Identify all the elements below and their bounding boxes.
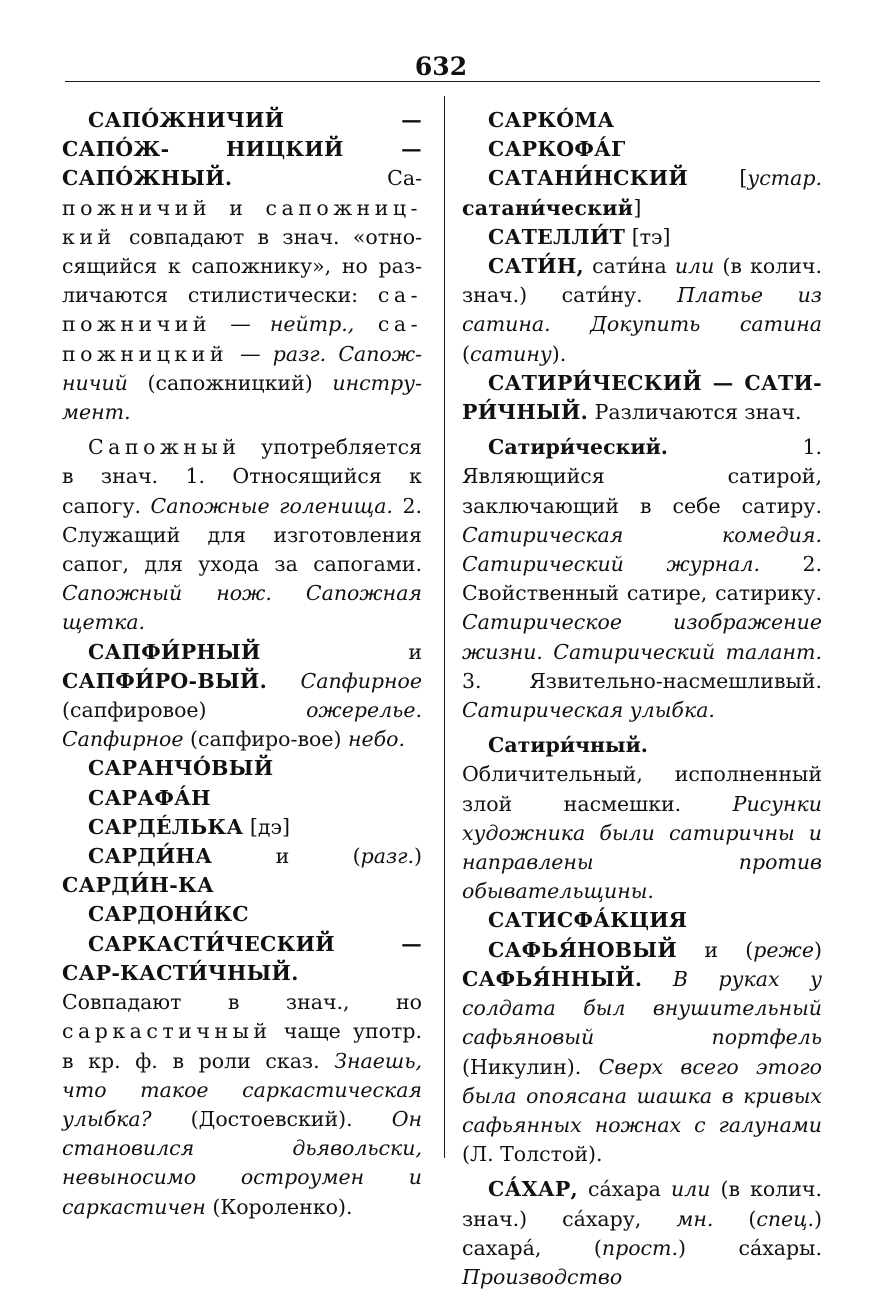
entry-text: 2. Свойственный сатире, сатирику. [462, 552, 822, 606]
entry-satellit [462, 223, 822, 252]
entry-text: (сапожницкий) [127, 370, 333, 395]
spaced-word: кий [62, 224, 116, 249]
headword: САТИСФА́КЦИЯ [488, 908, 688, 933]
example: Платье из сатина. Докупить сатина [462, 283, 822, 337]
entry-saranchovyy [62, 754, 422, 783]
entry-sardelka [62, 813, 422, 842]
example: Знаешь, что такое саркастическая улыбка? [62, 1048, 422, 1131]
headword: САРДÉЛЬКА [88, 814, 244, 839]
entry-sapozhnichiy [62, 106, 422, 638]
entry-text: ) сахара́, ( [462, 1206, 822, 1260]
entry-satiricheskiy [462, 369, 822, 427]
entry-text: употребляется в знач. 1. Относящийся к сапогу. [62, 435, 422, 518]
usage-label: мн. [676, 1206, 714, 1231]
entry-text: ). [551, 341, 567, 366]
entry-sapozhnichiy-head [62, 106, 422, 427]
entry-text: чаще употр. в кр. ф. в роли сказ. [62, 1019, 422, 1073]
example: Сапожные голенища. [150, 493, 393, 518]
spaced-word: са- [354, 312, 422, 337]
headword: НИЦКИЙ — САПÓЖНЫЙ. [62, 137, 422, 191]
subheadword: Сатири́чный. [488, 733, 648, 758]
entry-text: ] [633, 195, 642, 220]
headword: САПÓЖНИЧИЙ — САПÓЖ- [62, 108, 422, 162]
column-divider [444, 96, 445, 1158]
entry-text: Совпадают в знач., но [62, 990, 422, 1015]
entry-sardoniks [62, 900, 422, 929]
citation: (Л. Толстой). [462, 1142, 603, 1167]
example: Сверх всего этого была опоясана шашка в кривых сафьянных ножнах с галунами [462, 1054, 822, 1137]
entry-text: са́хара [577, 1177, 671, 1202]
entry-text: (в колич. знач.) са́хару, [462, 1177, 822, 1231]
usage-label: или [670, 1177, 711, 1202]
headword: САТИРИ́ЧЕСКИЙ — САТИ-РИ́ЧНЫЙ. [462, 370, 822, 425]
usage-label: прост. [601, 1235, 678, 1260]
example: Сапожный нож. Сапожная щетка. [62, 581, 422, 635]
entry-satin [462, 252, 822, 369]
entry-text: (сапфировое) [62, 698, 307, 723]
entry-sarkofag [462, 135, 822, 164]
usage-label: нейтр., [269, 312, 355, 337]
example: Производство [462, 1264, 623, 1289]
entry-text: [ [688, 166, 748, 191]
entry-sapozhnyy-sense [62, 433, 422, 637]
entry-text: ) са́хары. [678, 1235, 822, 1260]
entry-sarkoma [462, 106, 822, 135]
right-column [462, 106, 822, 1292]
spaced-word: Сапожный [88, 435, 241, 460]
headword: САРКОФА́Г [488, 137, 626, 162]
example: инстру- [332, 370, 422, 395]
entry-text: (в колич. знач.) сати́ну. [462, 254, 822, 308]
example: Сатирическая улыбка. [462, 698, 715, 723]
headword: САРДИ́НА [88, 844, 213, 869]
left-column [62, 106, 422, 1222]
usage-label: разг. [360, 844, 414, 869]
entry-text: личаются стилистически: [62, 283, 378, 308]
entry-text: ( [713, 1206, 757, 1231]
headword: СА́ХАР, [488, 1177, 578, 1202]
example: В руках у солдата был внушительный сафьяновый портфель [462, 966, 822, 1050]
header-rule [65, 81, 820, 82]
entry-sardina [62, 842, 422, 900]
headword: сатани́ческий [462, 195, 634, 220]
spaced-word: пожничий [62, 312, 212, 337]
headword: САПФИ́РНЫЙ [88, 639, 261, 664]
entry-text: 2. Служащий для изготовления сапог, для ухода за сапогами. [62, 493, 422, 577]
entry-sarkasticheskiy [62, 930, 422, 1222]
entry-text: и ( [677, 937, 754, 962]
entry-text: — [211, 312, 270, 337]
entry-sataninskiy [462, 164, 822, 222]
usage-label: спец. [756, 1206, 814, 1231]
headword: САТЕЛЛИ́Т [488, 224, 626, 249]
example: ничий [62, 370, 128, 395]
citation: (Короленко). [205, 1194, 353, 1219]
page-number: 632 [414, 52, 468, 81]
entry-text: Различаются знач. [588, 400, 802, 425]
usage-label: реже [753, 937, 814, 962]
entry-safyanovyy [462, 936, 822, 1170]
entry-text: Обличительный, исполненный злой насмешки. [462, 762, 822, 816]
headword: САРАФА́Н [88, 785, 211, 810]
citation: (Достоевский). [151, 1106, 392, 1131]
pronunciation: [тэ] [625, 224, 671, 249]
usage-label: или [674, 254, 715, 279]
example: мент. [62, 400, 131, 425]
entry-text: (сапфиро-вое) [183, 727, 348, 752]
spaced-word: пожницкий [62, 341, 229, 366]
pronunciation: [дэ] [243, 814, 290, 839]
entry-text: 3. Язвительно-насмешливый. [462, 668, 822, 693]
entry-text: сящийся к сапожнику», но раз- [62, 254, 422, 279]
entry-text: 1. Являющийся сатирой, заключающий в себе сатиру. [462, 435, 822, 518]
entry-satirichnyy-sense [462, 731, 822, 906]
entry-sapfirnyy [62, 638, 422, 755]
example: небо. [347, 727, 405, 752]
headword: САРАНЧÓВЫЙ [88, 756, 274, 781]
headword: САРКÓМА [488, 108, 615, 132]
example: Сапфирное [267, 668, 422, 693]
example: Сатирическая комедия. Сатирический журнал. [462, 522, 822, 577]
spaced-word: са- [377, 283, 422, 308]
entry-satisfaktsiya [462, 906, 822, 935]
headword: САРДИ́Н-КА [62, 873, 214, 898]
entry-text: Са- [232, 166, 422, 191]
entry-satiricheskiy-sense [462, 433, 822, 725]
headword: САПФИ́РО-ВЫЙ. [62, 668, 268, 693]
entry-text: сати́на [583, 254, 675, 279]
spaced-word: пожничий и сапожниц- [62, 195, 422, 220]
headword: САРДОНИ́КС [88, 902, 249, 927]
headword: САФЬЯ́ННЫЙ. [462, 966, 643, 991]
headword: САФЬЯ́НОВЫЙ [488, 937, 678, 962]
example: Он становился дьявольски, невыносимо остроумен и саркастичен [62, 1106, 422, 1219]
entry-text: ) [414, 844, 422, 869]
subheadword: Сатири́ческий. [488, 435, 668, 460]
entry-text: совпадают в знач. «отно- [115, 224, 422, 249]
headword: САРКАСТИ́ЧЕСКИЙ — САР-КАСТИ́ЧНЫЙ. [62, 931, 422, 985]
entry-text: ( [462, 341, 470, 366]
entry-text: и ( [212, 844, 361, 869]
entry-text: — [228, 341, 273, 366]
citation: (Никулин). [462, 1054, 599, 1079]
headword: САТИ́Н, [488, 254, 584, 279]
entry-text: и [260, 639, 422, 664]
entry-text: ) [814, 937, 822, 962]
example: сатину [470, 341, 552, 366]
usage-label: устар. [747, 166, 822, 191]
example: Сапож- [326, 341, 422, 366]
example: ожерелье. Сапфирное [62, 698, 422, 752]
entry-sarafan [62, 784, 422, 813]
spaced-word: саркастичный [62, 1019, 272, 1044]
usage-label: разг. [272, 341, 327, 366]
headword: САТАНИ́НСКИЙ [488, 166, 689, 191]
example: Рисунки художника были сатиричны и направлены против обывательщины. [462, 791, 822, 904]
entry-sahar [462, 1175, 822, 1292]
example: Сатирическое изображение жизни. Сатирический талант. [462, 610, 822, 664]
